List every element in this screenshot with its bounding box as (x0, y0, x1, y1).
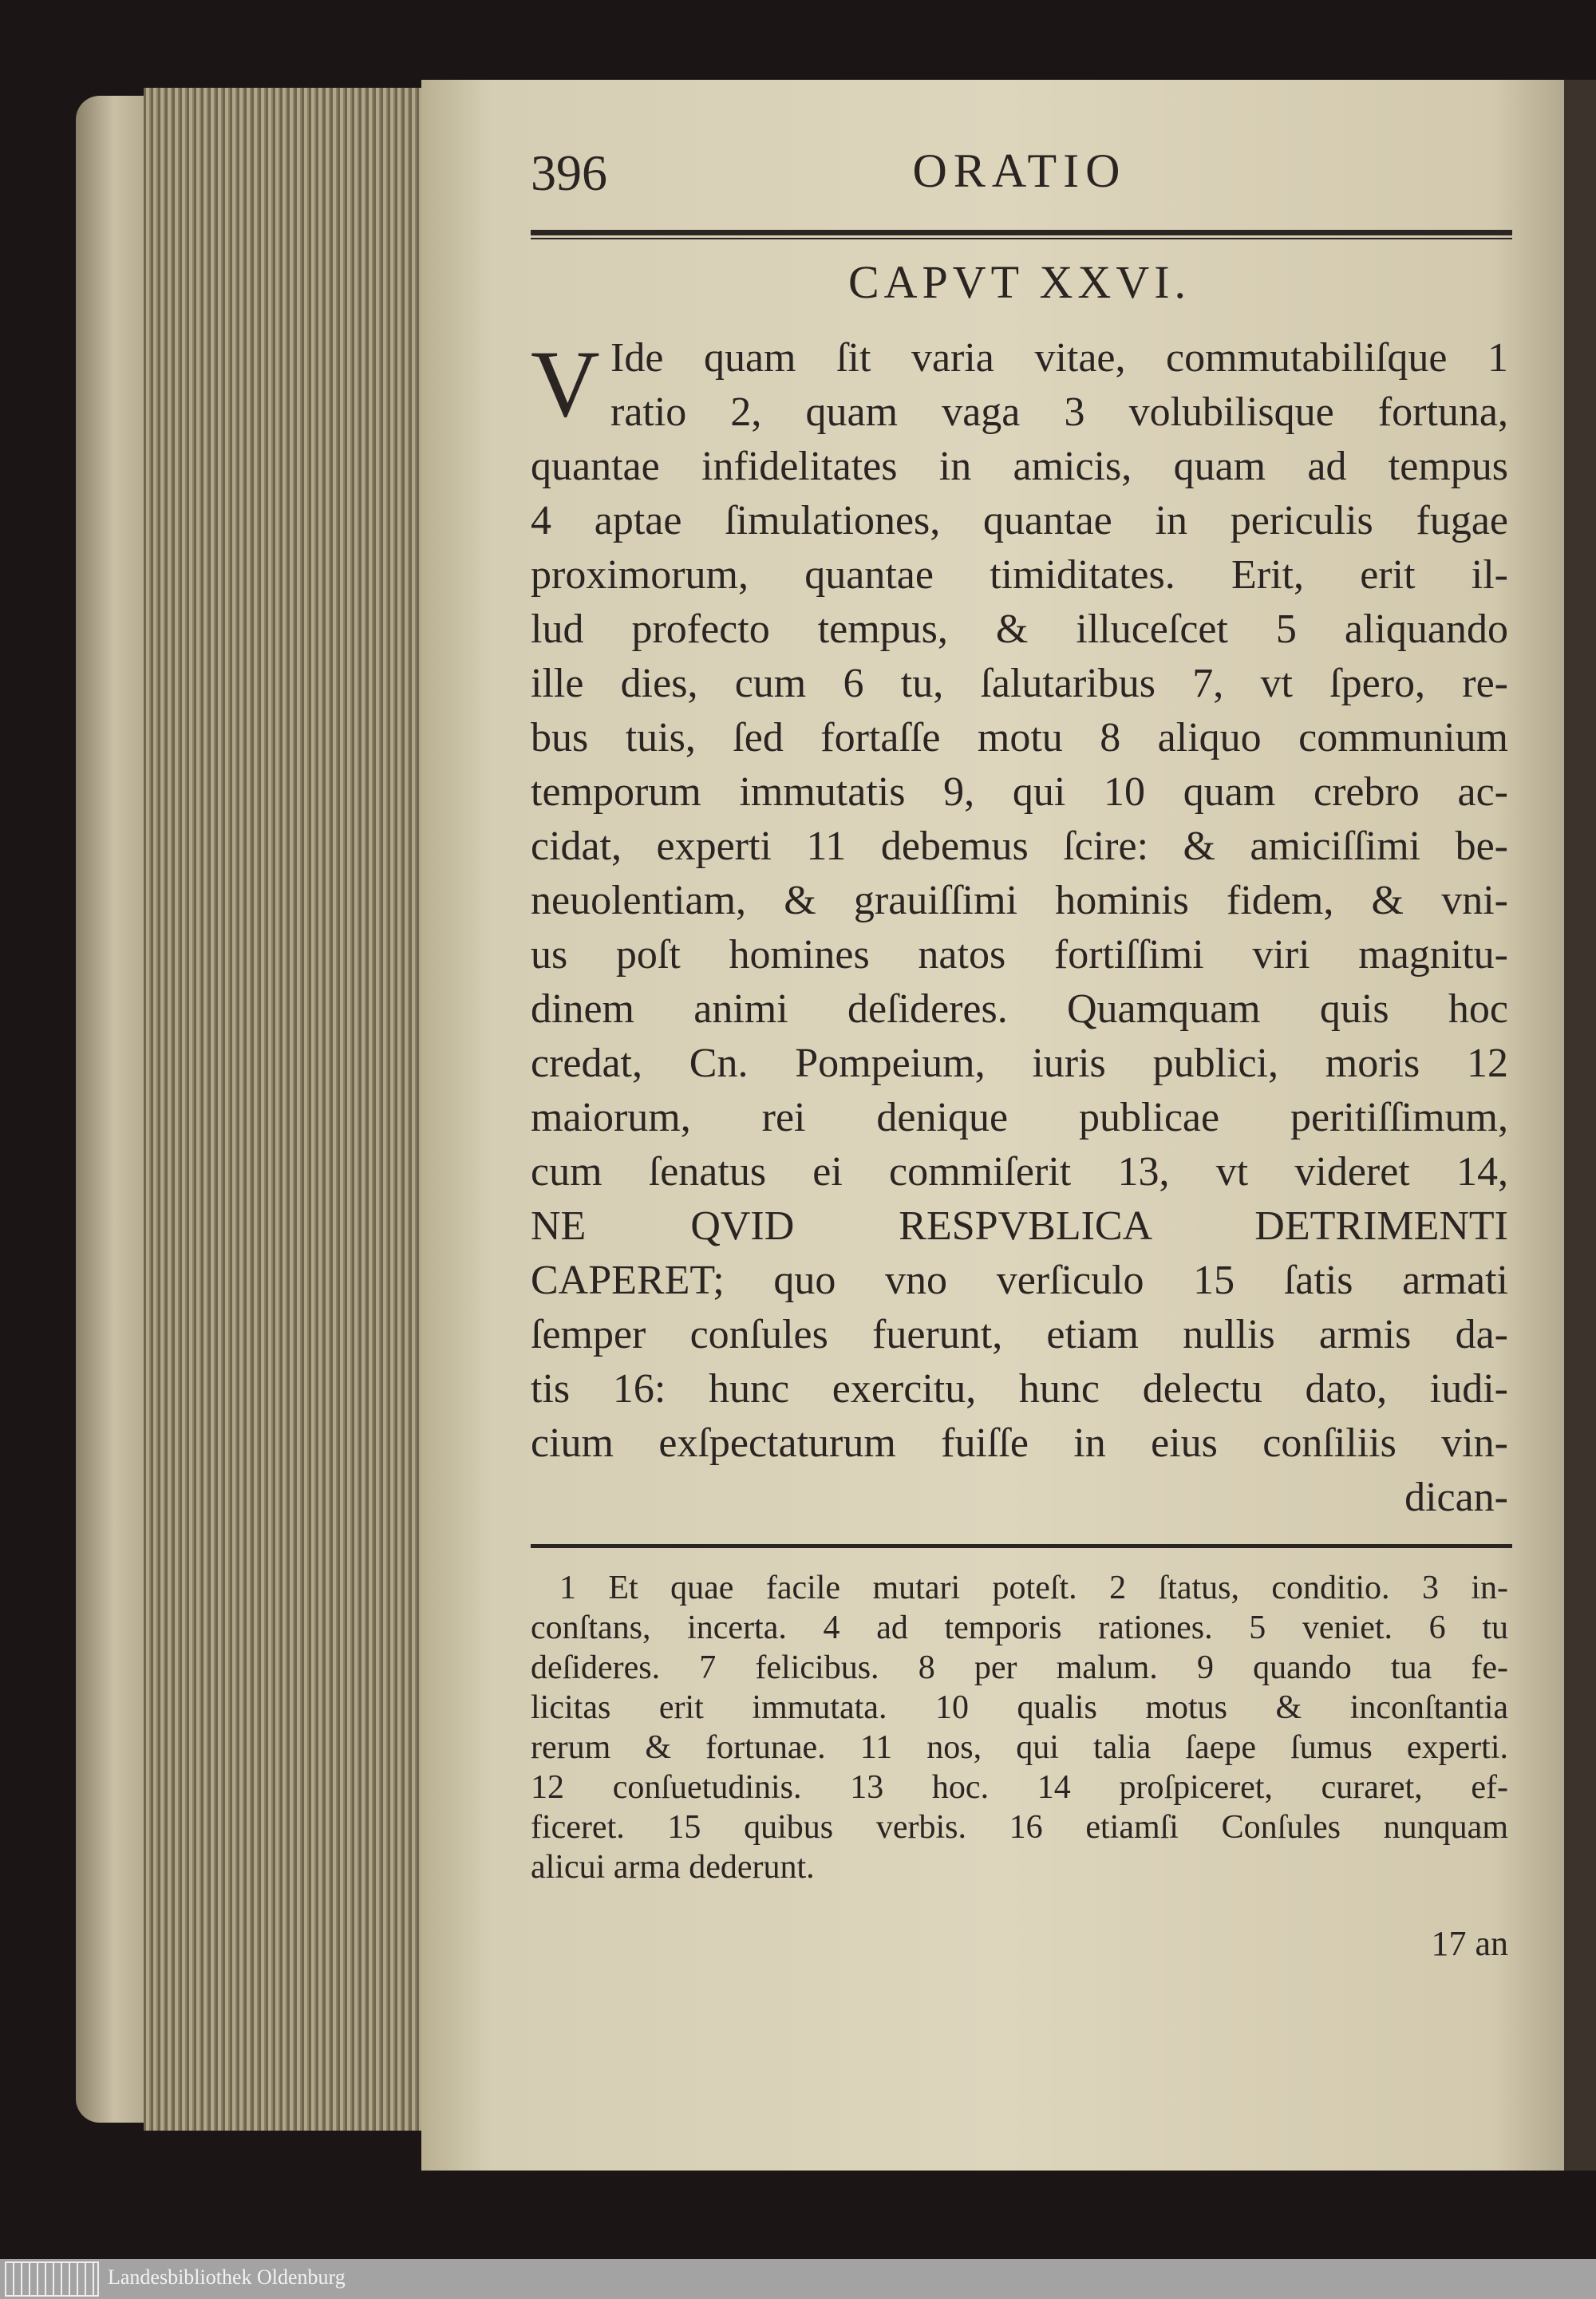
text-line (531, 1254, 1508, 1308)
text-line-content: NE QVID RESPVBLICA DETRIMENTI (531, 1203, 1508, 1249)
text-line-content: ratio 2, quam vaga 3 volubilisque fortuna, (610, 389, 1508, 435)
text-line (531, 982, 1508, 1037)
text-line-content: dican- (1404, 1475, 1508, 1520)
text-line-content: Ide quam ſit varia vitae, commutabiliſque 1 (610, 335, 1508, 381)
text-line (531, 1308, 1508, 1362)
facing-page-edge (1564, 80, 1596, 2171)
page-number: 396 (531, 144, 607, 201)
text-line-content: ille dies, cum 6 tu, ſalutaribus 7, vt ſpero, re- (531, 661, 1508, 706)
text-line (531, 548, 1508, 602)
page-edges (144, 88, 423, 2131)
text-line (531, 765, 1508, 820)
catchword: 17 an (1431, 1924, 1508, 1963)
text-line-content: bus tuis, ſed fortaſſe motu 8 aliquo communium (531, 715, 1508, 760)
text-line-content: temporum immutatis 9, qui 10 quam crebro ac- (531, 769, 1508, 815)
main-text (531, 331, 1508, 1525)
library-footer-bar (0, 2259, 1596, 2299)
text-line-content: maiorum, rei denique publicae peritiſſimum, (531, 1095, 1508, 1140)
text-line (531, 657, 1508, 711)
text-line (531, 440, 1508, 494)
text-line-content: CAPERET; quo vno verſiculo 15 ſatis armati (531, 1258, 1508, 1303)
text-line (531, 1362, 1508, 1416)
text-line (531, 1037, 1508, 1091)
footnote-line: 1 Et quae facile mutari poteſt. 2 ſtatus, conditio. 3 in- (559, 1570, 1508, 1606)
text-line-content: cium exſpectaturum fuiſſe in eius conſiliis vin- (531, 1420, 1508, 1466)
footnote-line: ficeret. 15 quibus verbis. 16 etiamſi Conſules nunquam (531, 1809, 1508, 1846)
text-line-content: quantae infidelitates in amicis, quam ad tempus (531, 444, 1508, 489)
text-line-content: ſemper conſules fuerunt, etiam nullis armis da- (531, 1312, 1508, 1357)
text-line (531, 1416, 1508, 1471)
text-line-content: dinem animi deſideres. Quamquam quis hoc (531, 986, 1508, 1032)
text-line-content: credat, Cn. Pompeium, iuris publici, moris 12 (531, 1041, 1508, 1086)
running-title: ORATIO (912, 144, 1127, 197)
library-name: Landesbibliothek Oldenburg (108, 2265, 346, 2289)
text-line-content: cum ſenatus ei commiſerit 13, vt videret 14, (531, 1149, 1508, 1195)
text-line (531, 874, 1508, 928)
text-line (531, 1199, 1508, 1254)
text-line-content: lud profecto tempus, & illuceſcet 5 aliquando (531, 606, 1508, 652)
header-rule-thin (531, 238, 1512, 239)
text-line (531, 1471, 1508, 1525)
footnote-line: rerum & fortunae. 11 nos, qui talia ſaepe ſumus experti. (531, 1729, 1508, 1766)
footnote-line: alicui arma dederunt. (531, 1849, 815, 1886)
text-line (531, 494, 1508, 548)
footnote-rule (531, 1544, 1512, 1548)
drop-cap: V (531, 330, 600, 436)
text-line (531, 1091, 1508, 1145)
chapter-title: CAPVT XXVI. (847, 256, 1191, 308)
page-header (531, 144, 1508, 207)
text-line (531, 711, 1508, 765)
text-line (531, 385, 1508, 440)
text-line (531, 928, 1508, 982)
footnote-line: conſtans, incerta. 4 ad temporis rationes. 5 veniet. 6 tu (531, 1610, 1508, 1646)
footnote-line: licitas erit immutata. 10 qualis motus & inconſtantia (531, 1689, 1508, 1726)
header-rule (531, 230, 1512, 235)
text-line-content: tis 16: hunc exercitu, hunc delectu dato, iudi- (531, 1366, 1508, 1412)
text-line-content: us poſt homines natos fortiſſimi viri magnitu- (531, 932, 1508, 978)
text-line (531, 820, 1508, 874)
library-building-logo (5, 2261, 99, 2297)
footnotes (531, 1568, 1508, 1887)
text-line-content: cidat, experti 11 debemus ſcire: & amiciſſimi be- (531, 824, 1508, 869)
footnote-line: deſideres. 7 felicibus. 8 per malum. 9 quando tua fe- (531, 1649, 1508, 1686)
text-line-content: 4 aptae ſimulationes, quantae in periculis fugae (531, 498, 1508, 543)
text-line-content: proximorum, quantae timiditates. Erit, erit il- (531, 552, 1508, 598)
footnote-line: 12 conſuetudinis. 13 hoc. 14 proſpiceret, curaret, ef- (531, 1769, 1508, 1806)
text-line (531, 602, 1508, 657)
text-line (531, 1145, 1508, 1199)
text-line-content: neuolentiam, & grauiſſimi hominis fidem, & vni- (531, 878, 1508, 923)
